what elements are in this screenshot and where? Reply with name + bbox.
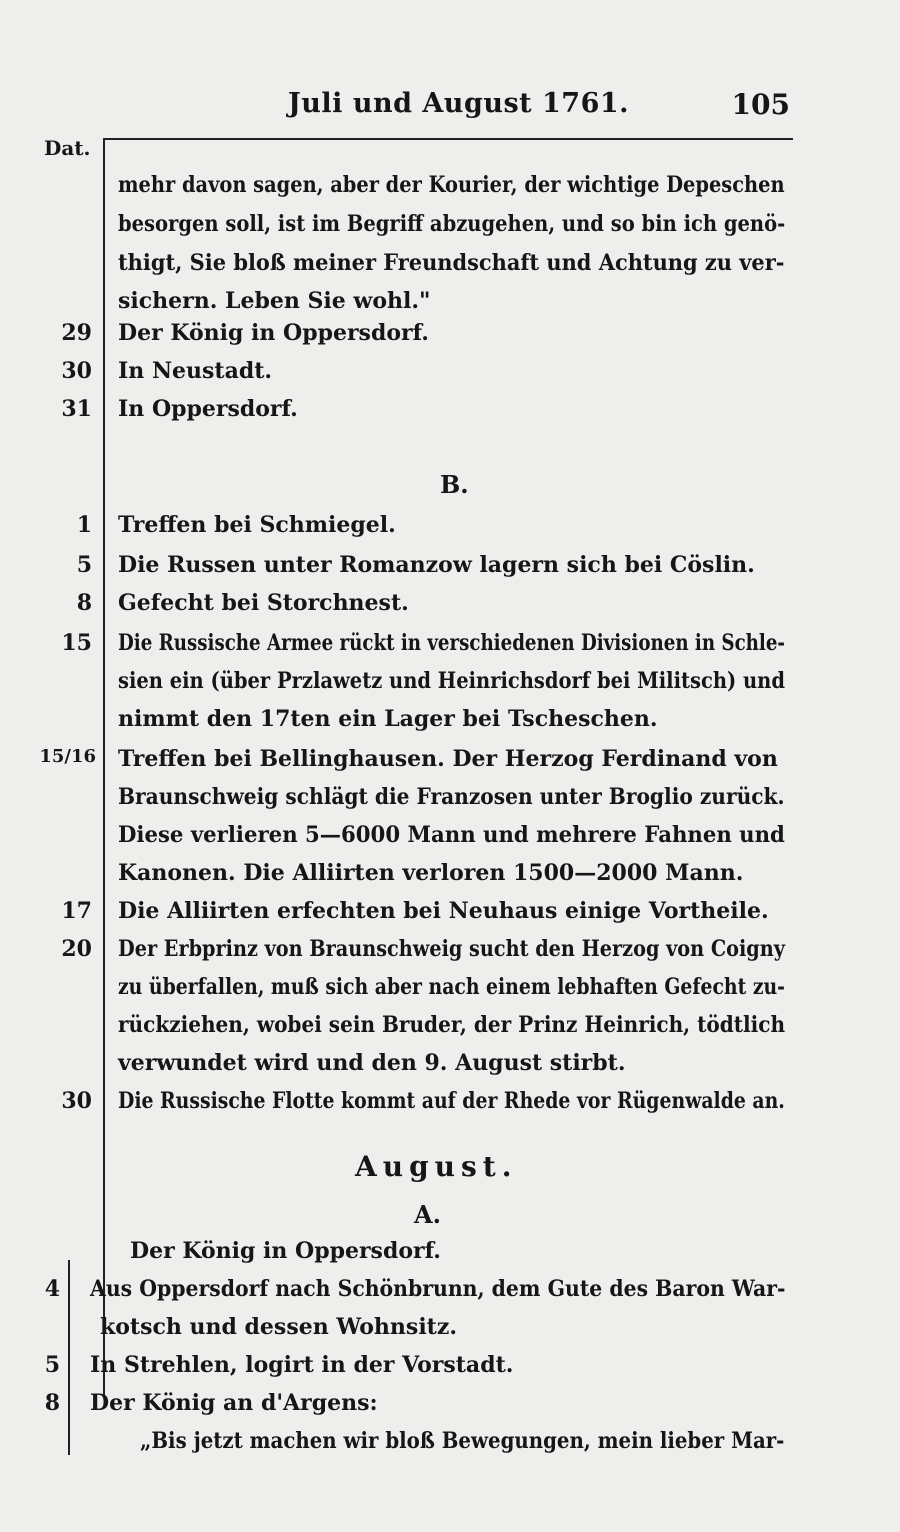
section-heading-b: B. xyxy=(440,470,469,499)
entry-text: In Strehlen, logirt in der Vorstadt. xyxy=(90,1352,514,1378)
page-title: Juli und August 1761. xyxy=(288,88,630,119)
entry-text: Die Russen unter Romanzow lagern sich bei Cöslin. xyxy=(118,552,755,578)
entry-date: 4 xyxy=(44,1276,60,1302)
entry-text-continued: rückziehen, wobei sein Bruder, der Prinz Heinrich, tödtlich xyxy=(118,1012,786,1038)
entry-date: 5 xyxy=(44,1352,60,1378)
entry-text-continued: zu überfallen, muß sich aber nach einem lebhaften Gefecht zu- xyxy=(118,974,785,1000)
letter-quote-text: „Bis jetzt machen wir bloß Bewegungen, mein lieber Mar- xyxy=(140,1428,785,1454)
date-column-label: Dat. xyxy=(44,136,91,160)
text-line: mehr davon sagen, aber der Kourier, der wichtige Depeschen xyxy=(118,172,785,198)
entry-date: 8 xyxy=(76,590,92,616)
entry-text: Aus Oppersdorf nach Schönbrunn, dem Gute des Baron War- xyxy=(90,1276,786,1302)
text-line: besorgen soll, ist im Begriff abzugehen, und so bin ich genö- xyxy=(118,211,786,237)
entry-date: 30 xyxy=(61,358,92,384)
page-number: 105 xyxy=(731,88,790,121)
entry-text: Der König an d'Argens: xyxy=(90,1390,378,1416)
running-head xyxy=(0,86,900,126)
entry-text-continued: Diese verlieren 5—6000 Mann und mehrere Fahnen und xyxy=(118,822,785,848)
text-line: thigt, Sie bloß meiner Freundschaft und Achtung zu ver- xyxy=(118,250,785,276)
entry-date: 31 xyxy=(61,396,92,422)
entry-text: Die Russische Flotte kommt auf der Rhede vor Rügenwalde an. xyxy=(118,1088,785,1114)
date-column-rule-lower xyxy=(68,1260,70,1455)
entry-text-continued: nimmt den 17ten ein Lager bei Tscheschen. xyxy=(118,706,658,732)
entry-text-continued: Braunschweig schlägt die Franzosen unter Broglio zurück. xyxy=(118,784,785,810)
entry-date: 20 xyxy=(61,936,92,962)
entry-text: Treffen bei Schmiegel. xyxy=(118,512,396,538)
entry-date: 8 xyxy=(44,1390,60,1416)
entry-text: Treffen bei Bellinghausen. Der Herzog Ferdinand von xyxy=(118,746,778,772)
entry-text: In Oppersdorf. xyxy=(118,396,298,422)
entry-date: 15 xyxy=(61,630,92,656)
entry-text: Die Alliirten erfechten bei Neuhaus einige Vortheile. xyxy=(118,898,769,924)
entry-text: Die Russische Armee rückt in verschiedenen Divisionen in Schle- xyxy=(118,630,785,656)
entry-date: 30 xyxy=(61,1088,92,1114)
entry-text: In Neustadt. xyxy=(118,358,273,384)
entry-date: 29 xyxy=(61,320,92,346)
date-column-rule xyxy=(103,138,105,1398)
entry-text: Gefecht bei Storchnest. xyxy=(118,590,409,616)
entry-text-continued: kotsch und dessen Wohnsitz. xyxy=(100,1314,457,1340)
entry-text-continued: Kanonen. Die Alliirten verloren 1500—2000 Mann. xyxy=(118,860,744,886)
header-rule xyxy=(105,138,793,140)
entry-date: 17 xyxy=(61,898,92,924)
entry-date: 15/16 xyxy=(39,746,96,767)
entry-text: Der Erbprinz von Braunschweig sucht den Herzog von Coigny xyxy=(118,936,785,962)
entry-date: 1 xyxy=(76,512,92,538)
entry-text-continued: verwundet wird und den 9. August stirbt. xyxy=(118,1050,626,1076)
entry-date: 5 xyxy=(76,552,92,578)
month-heading: August. xyxy=(355,1150,518,1183)
entry-text: Der König in Oppersdorf. xyxy=(118,320,429,346)
entry-text-continued: sien ein (über Przlawetz und Heinrichsdorf bei Militsch) und xyxy=(118,668,785,694)
text-line: sichern. Leben Sie wohl." xyxy=(118,288,431,314)
section-heading-a: A. xyxy=(414,1200,441,1229)
entry-text: Der König in Oppersdorf. xyxy=(130,1238,441,1264)
